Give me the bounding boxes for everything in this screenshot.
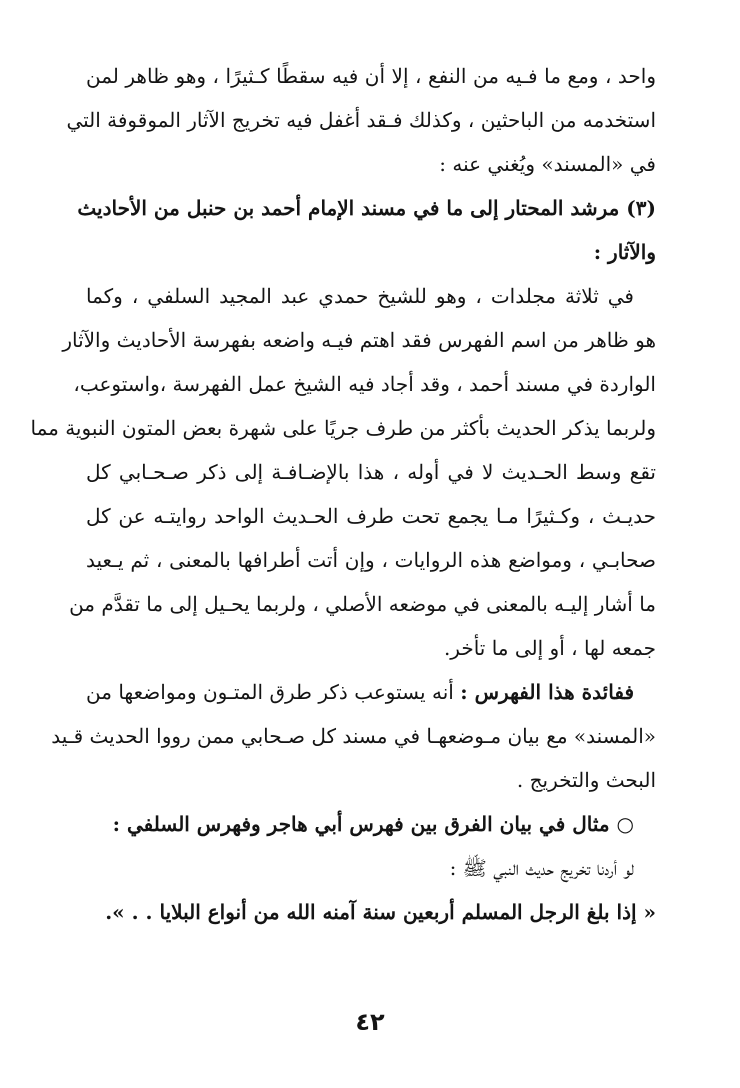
text-line: البحث والتخريج .: [516, 768, 656, 792]
text-line: جمعه لها ، أو إلى ما تأخر.: [443, 636, 656, 660]
paragraph-continuation: [66, 54, 656, 186]
text-line: [86, 670, 656, 714]
text-line: «المسند» مع بيان مـوضعهـا في مسند كل صـحابي ممن رووا الحديث قـيد: [51, 724, 656, 748]
example-intro: لو أردنا تخريج حديث النبي ﷺ :: [449, 856, 634, 880]
heading-line: (٣) مرشد المحتار إلى ما في مسند الإمام أحمد بن حنبل من الأحاديث: [77, 196, 656, 220]
text-line: حديـث ، وكـثيرًا مـا يجمع تحت طرف الحـديث الواحد روايتـه عن كل: [86, 504, 656, 528]
text-line: تقع وسط الحـديث لا في أوله ، هذا بالإضـافـة إلى ذكر صـحـابي كل: [86, 460, 656, 484]
example-section: [86, 802, 656, 934]
text-line: الواردة في مسند أحمد ، وقد أجاد فيه الشيخ عمل الفهرسة ،واستوعب،: [73, 372, 656, 396]
benefit-text: أنه يستوعب ذكر طرق المتـون ومواضعها من: [86, 680, 461, 704]
example-title: ○ مثال في بيان الفرق بين فهرس أبي هاجر وفهرس السلفي :: [112, 812, 634, 836]
heading-line: والآثار :: [593, 240, 656, 264]
section-heading: [77, 186, 656, 274]
text-line: واحد ، ومع ما فـيه من النفع ، إلا أن فيه سقطًا كـثيرًا ، وهو ظاهر لمن: [86, 64, 656, 88]
text-line: ولربما يذكر الحديث بأكثر من طرف جريًا على شهرة بعض المتون النبوية مما: [30, 416, 656, 440]
paragraph-description: [30, 274, 656, 670]
text-line: هو ظاهر من اسم الفهرس فقد اهتم فيـه واضعه بفهرسة الأحاديث والآثار: [62, 328, 656, 352]
paragraph-benefit: [51, 670, 656, 802]
hadith-quote: « إذا بلغ الرجل المسلم أربعين سنة آمنه الله من أنواع البلايا . . ».: [105, 900, 656, 924]
text-line: ما أشار إليـه بالمعنى في موضعه الأصلي ، ولربما يحـيل إلى ما تقدَّم من: [69, 592, 656, 616]
benefit-label: ففائدة هذا الفهرس :: [460, 680, 634, 704]
text-line: استخدمه من الباحثين ، وكذلك فـقد أغفل فيه تخريج الآثار الموقوفة التي: [66, 108, 656, 132]
text-line: في ثلاثة مجلدات ، وهو للشيخ حمدي عبد المجيد السلفي ، وكما: [86, 284, 634, 308]
text-line: صحابـي ، ومواضع هذه الروايات ، وإن أتت أطرافها بالمعنى ، ثم يـعيد: [86, 548, 656, 572]
text-line: في «المسند» ويُغني عنه :: [439, 152, 656, 176]
page-number: ٤٢: [355, 1008, 385, 1036]
page-body: [30, 54, 656, 934]
